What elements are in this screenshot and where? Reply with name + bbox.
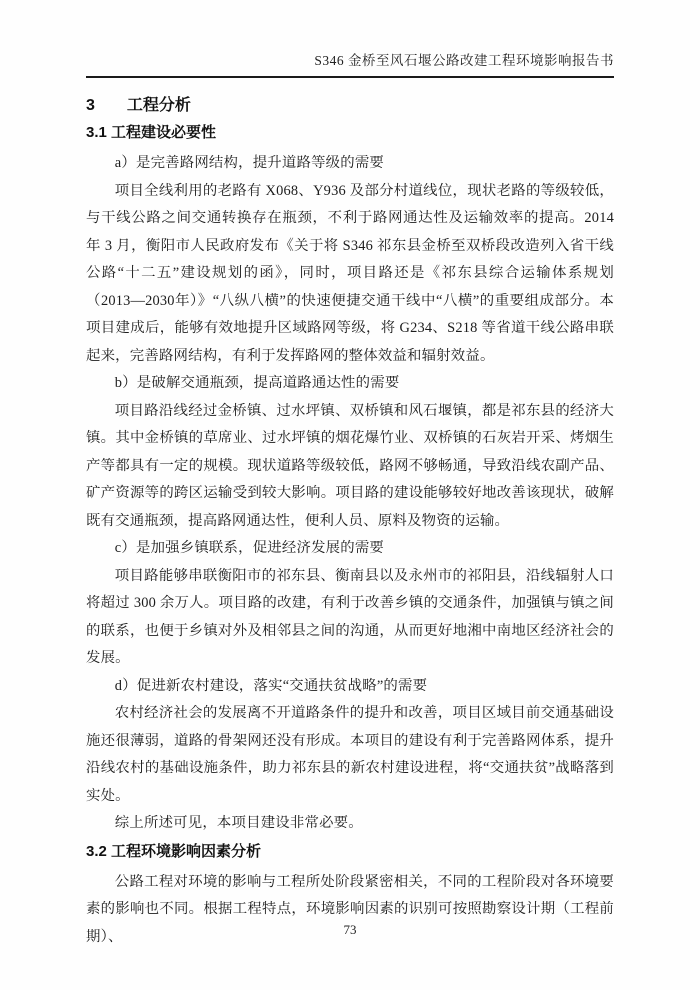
paragraph-c-body: 项目路能够串联衡阳市的祁东县、衡南县以及永州市的祁阳县，沿线辐射人口将超过 300 余万人。项目路的改建，有利于改善乡镇的交通条件，加强镇与镇之间的联系，也便于乡镇对外及相邻县之间的沟通，从而更好地湘中南地区经济社会的发展。 bbox=[86, 567, 614, 666]
paragraph-a-body: 项目全线利用的老路有 X068、Y936 及部分村道线位，现状老路的等级较低，与干线公路之间交通转换存在瓶颈，不利于路网通达性及运输效率的提高。2014 年 3 月，衡阳市人民政府发布《关于将 S346 祁东县金桥至双桥段改造列入省干线公路“十二五”建设规划的函》，同时，项目路还是《祁东县综合运输体系规划（2013—2030年）》“八纵八横”的快速便捷交通干线中“八横”的重要组成部分。本项目建成后，能够有效地提升区域路网等级，将 G234、S218 等省道干线公路串联起来，完善路网结构，有利于发挥路网的整体效益和辐射效益。 bbox=[86, 182, 614, 364]
page-number: 73 bbox=[343, 922, 357, 937]
list-item-b-title: b）是破解交通瓶颈，提高道路通达性的需要 bbox=[114, 375, 400, 391]
section-heading-3-2: 3.2 工程环境影响因素分析 bbox=[86, 842, 262, 860]
paragraph-d-body: 农村经济社会的发展离不开道路条件的提升和改善，项目区域目前交通基础设施还很薄弱，道路的骨架网还没有形成。本项目的建设有利于完善路网体系，提升沿线农村的基础设施条件，助力祁东县的新农村建设进程，将“交通扶贫”战略落到实处。 bbox=[86, 705, 614, 804]
section-3-1-body bbox=[86, 150, 614, 838]
list-item-c-title: c）是加强乡镇联系，促进经济发展的需要 bbox=[114, 540, 385, 556]
paragraph-s2-body: 公路工程对环境的影响与工程所处阶段紧密相关，不同的工程阶段对各环境要素的影响也不同。根据工程特点，环境影响因素的识别可按照勘察设计期（工程前期）、 bbox=[86, 873, 614, 945]
list-item-d-title: d）促进新农村建设，落实“交通扶贫战略”的需要 bbox=[114, 677, 428, 694]
report-title: S346 金桥至风石堰公路改建工程环境影响报告书 bbox=[314, 53, 614, 68]
section-heading-3-1: 3.1 工程建设必要性 bbox=[86, 124, 217, 141]
section-heading-3: 3 工程分析 bbox=[86, 97, 191, 114]
header-divider bbox=[86, 76, 614, 78]
page-header bbox=[86, 52, 614, 78]
list-item-a-title: a）是完善路网结构，提升道路等级的需要 bbox=[114, 155, 385, 171]
paragraph-b-body: 项目路沿线经过金桥镇、过水坪镇、双桥镇和风石堰镇，都是祁东县的经济大镇。其中金桥镇的草席业、过水坪镇的烟花爆竹业、双桥镇的石灰岩开采、烤烟生产等都具有一定的规模。现状道路等级较低，路网不够畅通，导致沿线农副产品、矿产资源等的跨区运输受到较大影响。项目路的建设能够较好地改善该现状，破解既有交通瓶颈，提高路网通达性，便利人员、原料及物资的运输。 bbox=[86, 402, 614, 529]
paragraph-summary: 综上所述可见，本项目建设非常必要。 bbox=[114, 815, 363, 831]
page-footer bbox=[0, 921, 700, 939]
